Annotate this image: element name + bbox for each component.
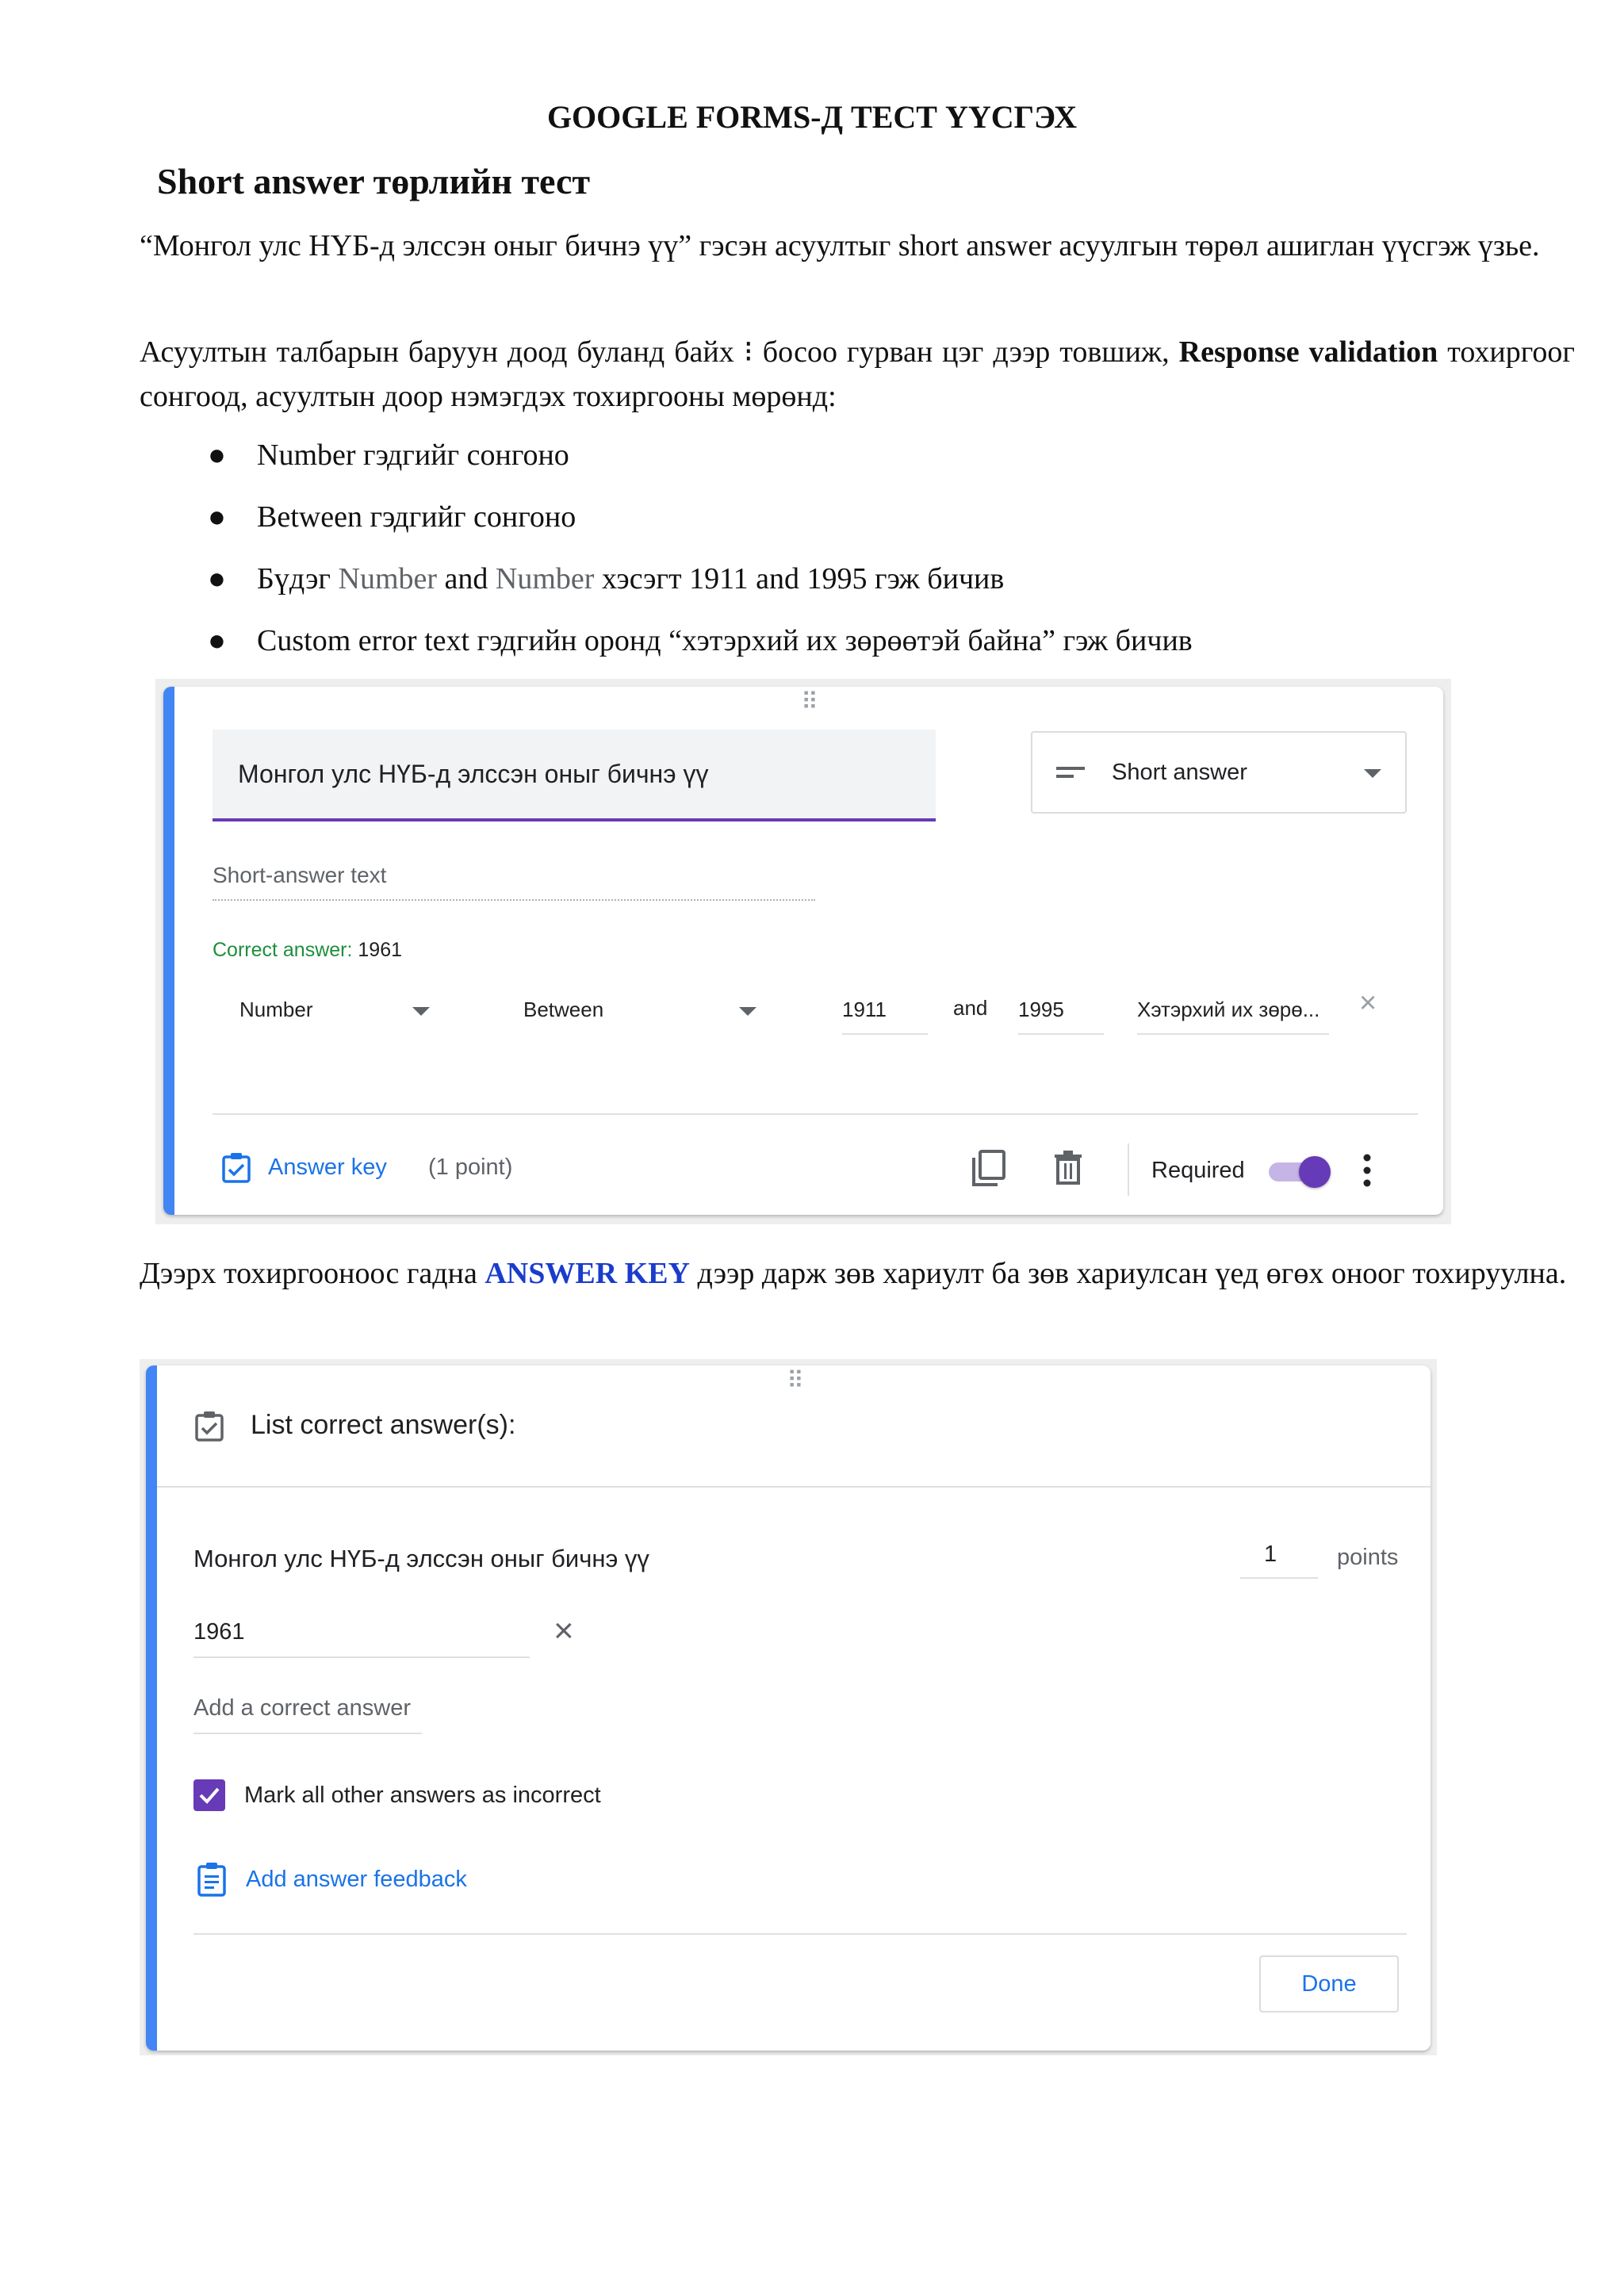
chevron-down-icon xyxy=(1364,769,1381,778)
correct-answer-hint xyxy=(213,939,402,962)
short-answer-icon xyxy=(1056,764,1085,780)
toggle-knob xyxy=(1299,1156,1331,1188)
bullet-icon: ● xyxy=(208,500,226,534)
instruction-text: Асуултын талбарын баруун доод буланд байх ⁝ босоо гурван цэг дээр товшиж, xyxy=(140,335,1179,369)
validation-type-label: Number xyxy=(239,998,313,1021)
short-answer-placeholder: Short-answer text xyxy=(213,863,815,901)
list-item-text: хэсэгт 1911 and 1995 гэж бичив xyxy=(594,562,1005,596)
add-answer-feedback-button[interactable]: Add answer feedback xyxy=(246,1867,467,1892)
question-title: Монгол улс НҮБ-д элссэн оныг бичнэ үү xyxy=(238,760,709,788)
validation-type-dropdown[interactable] xyxy=(239,998,312,1022)
answer-key-screenshot xyxy=(140,1359,1437,2055)
answer-key-card xyxy=(146,1365,1431,2051)
close-icon[interactable]: × xyxy=(1359,986,1377,1020)
answer-key-text-end: дээр дарж зөв хариулт ба зөв хариулсан үед өгөх оноог тохируулна. xyxy=(689,1257,1567,1290)
points-label: (1 point) xyxy=(428,1155,513,1180)
document-subtitle: Short answer төрлийн тест xyxy=(157,161,591,201)
document-title: GOOGLE FORMS-Д ТЕСТ ҮҮСГЭХ xyxy=(546,99,1078,135)
close-icon[interactable]: × xyxy=(553,1611,574,1650)
question-title-field[interactable] xyxy=(213,730,936,821)
intro-paragraph: “Монгол улс НҮБ-д элссэн оныг бичнэ үү” гэсэн асуултыг short answer асуулгын төрөл ашиглан үүсгэж үзье. xyxy=(140,229,1540,262)
delete-icon[interactable] xyxy=(1053,1150,1083,1185)
answer-key-button[interactable]: Answer key xyxy=(268,1155,387,1180)
divider xyxy=(213,1113,1418,1115)
correct-answer-value: 1961 xyxy=(358,939,403,961)
list-item xyxy=(140,495,1193,557)
answer-key-term: ANSWER KEY xyxy=(485,1257,690,1290)
done-button[interactable]: Done xyxy=(1259,1955,1399,2013)
faded-number-term: Number xyxy=(495,562,595,596)
answer-key-text: Дээрх тохиргооноос гадна xyxy=(140,1257,485,1290)
drag-handle-icon[interactable]: ⠿ xyxy=(787,1368,802,1394)
question-title: Монгол улс НҮБ-д элссэн оныг бичнэ үү xyxy=(193,1545,649,1572)
list-item-text: Бүдэг xyxy=(257,562,339,596)
question-type-label: Short answer xyxy=(1112,760,1247,785)
correct-answer-label: Correct answer: xyxy=(213,939,358,961)
and-label: and xyxy=(953,996,988,1020)
chevron-down-icon[interactable] xyxy=(412,1007,430,1016)
bullet-icon: ● xyxy=(208,562,226,596)
list-item-text: and xyxy=(437,562,496,596)
bullet-icon: ● xyxy=(208,439,226,472)
divider xyxy=(193,1933,1407,1935)
response-validation-term: Response validation xyxy=(1178,335,1438,369)
question-type-dropdown[interactable] xyxy=(1031,731,1407,814)
divider xyxy=(157,1486,1431,1488)
divider xyxy=(1128,1143,1129,1196)
required-toggle[interactable] xyxy=(1269,1156,1332,1186)
chevron-down-icon[interactable] xyxy=(739,1007,756,1016)
list-item xyxy=(140,557,1193,618)
list-item xyxy=(140,618,1193,680)
add-correct-answer-input[interactable]: Add a correct answer xyxy=(193,1695,422,1734)
required-label: Required xyxy=(1151,1158,1245,1183)
steps-list xyxy=(140,433,1193,680)
feedback-icon[interactable] xyxy=(197,1862,227,1897)
checklist-icon xyxy=(193,1410,225,1442)
instruction-paragraph xyxy=(140,330,1575,419)
question-card xyxy=(163,687,1443,1215)
list-item-text: Between гэдгийг сонгоно xyxy=(257,500,576,534)
mark-incorrect-checkbox[interactable] xyxy=(193,1779,225,1811)
list-item xyxy=(140,433,1193,495)
correct-answer-input[interactable]: 1961 xyxy=(193,1619,530,1658)
mark-incorrect-label: Mark all other answers as incorrect xyxy=(244,1783,601,1808)
custom-error-text-input[interactable]: Хэтэрхий их зөрө... xyxy=(1137,998,1329,1035)
duplicate-icon[interactable] xyxy=(971,1150,1005,1186)
points-input[interactable]: 1 xyxy=(1240,1541,1318,1579)
instruction-text-end: тохиргоог сонгоод, асуултын доор нэмэгдэх тохиргооны мөрөнд: xyxy=(140,335,1575,413)
list-item-text: Custom error text гэдгийн оронд “хэтэрхий их зөрөөтэй байна” гэж бичив xyxy=(257,624,1193,657)
checkmark-icon xyxy=(193,1779,225,1811)
answer-key-icon[interactable] xyxy=(220,1151,252,1183)
validation-condition-dropdown[interactable] xyxy=(523,998,603,1022)
validation-condition-label: Between xyxy=(523,998,604,1021)
validation-max-input[interactable]: 1995 xyxy=(1018,998,1104,1035)
question-editor-screenshot xyxy=(155,679,1451,1224)
answer-key-paragraph xyxy=(140,1251,1575,1296)
list-item-text: Number гэдгийг сонгоно xyxy=(257,439,569,472)
list-correct-answers-heading: List correct answer(s): xyxy=(251,1410,516,1440)
bullet-icon: ● xyxy=(208,624,226,657)
points-label: points xyxy=(1337,1545,1399,1570)
validation-min-input[interactable]: 1911 xyxy=(842,998,928,1035)
more-vert-icon[interactable] xyxy=(1362,1153,1372,1188)
drag-handle-icon[interactable]: ⠿ xyxy=(801,689,817,715)
faded-number-term: Number xyxy=(338,562,438,596)
